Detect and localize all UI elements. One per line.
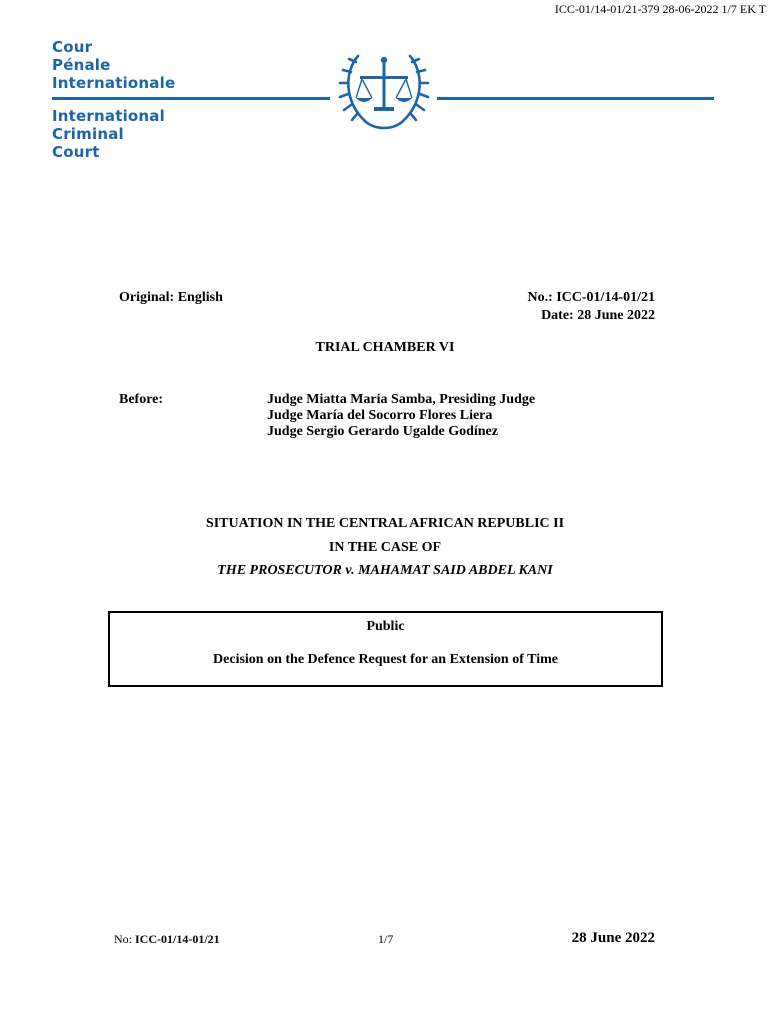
judge-third: Judge Sergio Gerardo Ugalde Godínez [267,424,498,439]
situation-title: SITUATION IN THE CENTRAL AFRICAN REPUBLIC II [205,516,565,531]
original-language: Original: English [119,290,223,305]
footer-page-number: 1/7 [378,932,394,946]
logo-line-internationale: Internationale [52,74,176,92]
logo-rule-right [437,97,714,100]
document-reference: ICC-01/14-01/21-379 28-06-2022 1/7 EK T [554,2,766,16]
logo-rule-left [52,97,330,100]
classification-label: Public [366,619,405,634]
logo-line-court: Court [52,143,100,161]
icc-logo [52,38,714,160]
decision-date: Date: 28 June 2022 [541,308,655,323]
logo-french-name [52,38,175,92]
judge-second: Judge María del Socorro Flores Liera [267,408,493,423]
case-parties: THE PROSECUTOR v. MAHAMAT SAID ABDEL KANI [217,563,553,578]
before-label: Before: [119,392,164,407]
decision-box [108,611,663,687]
footer-no-value: ICC-01/14-01/21 [135,932,220,946]
footer-case-number [114,932,220,947]
logo-line-penale: Pénale [52,56,111,74]
logo-line-cour: Cour [52,38,93,56]
judge-presiding: Judge Miatta Maria Samba, Presiding Judge [267,392,536,407]
case-of-label: IN THE CASE OF [328,540,442,555]
scales-of-justice-laurel-icon [336,50,432,132]
chamber-title: TRIAL CHAMBER VI [315,340,455,355]
judges-list [267,392,535,440]
logo-line-international: International [52,107,165,125]
case-number: No.: ICC-01/14-01/21 [527,290,655,305]
logo-english-name [52,107,165,161]
decision-title: Decision on the Defence Request for an Extension of Time [213,652,558,667]
footer-no-label: No: [114,932,132,946]
logo-line-criminal: Criminal [52,125,124,143]
footer-date: 28 June 2022 [571,930,655,946]
